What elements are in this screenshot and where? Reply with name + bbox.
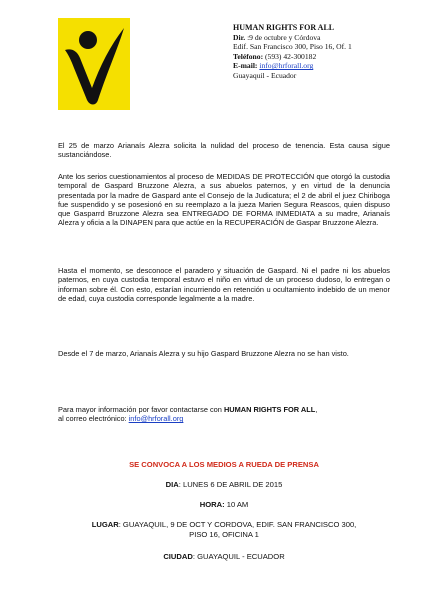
org-email-line [233, 61, 352, 71]
contact-email-link[interactable]: info@hrforall.org [128, 414, 184, 424]
press-call-heading: SE CONVOCA A LOS MEDIOS A RUEDA DE PRENSA [129, 460, 319, 469]
org-phone-line [233, 52, 352, 62]
phone-label: Teléfono: [233, 51, 264, 61]
org-email-link[interactable]: info@hrforall.org [259, 61, 314, 71]
paragraph-nulidad: El 25 de marzo Arianaís Alezra solicita la nulidad del proceso de tenencia. Esta causa sigue sustanciándose. [58, 141, 390, 160]
paragraph-medidas: Ante los serios cuestionamientos al proceso de MEDIDAS DE PROTECCIÓN que otorgó la custodia temporal de Gaspard Bruzzone Alezra, a sus abuelos paternos, y en virtud de la denuncia presentada por la madre de Gaspard ante el Consejo de la Judicatura; el 2 de abril el juez Chiriboga fue suspendido y se posesionó en su reemplazo a la jueza Marien Segura Reascos, quien dispuso que Gasparrd Bruzzone Alezra sea ENTREGADO DE FORMA INMEDIATA a su madre, Arianaís Alezra y oficia a la DINAPEN para que actúe en la RECUPERACIÓN de Gaspar Bruzzone Alezra. [58, 172, 390, 228]
lugar-label: LUGAR [91, 520, 119, 529]
org-building-line: Edif. San Francisco 300, Piso 16, Of. 1 [233, 42, 352, 52]
ciudad-label: CIUDAD [163, 552, 193, 561]
hora-label: HORA: [199, 500, 225, 509]
event-day [58, 480, 390, 490]
paragraph-contacto [58, 405, 390, 424]
contact-prefix: Para mayor información por favor contactarse con [58, 405, 224, 414]
event-city [58, 552, 390, 562]
contact-email-label: al correo electrónico: [58, 414, 129, 424]
paragraph-desde: Desde el 7 de marzo, Arianaís Alezra y su hijo Gaspard Bruzzone Alezra no se han visto. [58, 349, 349, 358]
event-place [58, 520, 390, 539]
hora-value: 10 AM [224, 500, 249, 509]
contact-org: HUMAN RIGHTS FOR ALL [223, 405, 316, 414]
hrfa-logo [58, 18, 130, 110]
logo-dot [79, 31, 97, 49]
org-city-line: Guayaquil - Ecuador [233, 70, 297, 80]
dia-label: DIA [165, 480, 179, 489]
dir-label: Dir. [233, 32, 246, 42]
lugar-value-2: PISO 16, OFICINA 1 [189, 529, 259, 539]
dia-value: : LUNES 6 DE ABRIL DE 2015 [178, 480, 283, 489]
paragraph-paradero: Hasta el momento, se desconoce el paradero y situación de Gaspard. Ni el padre ni los abuelos paternos, en cuya custodia temporal estuvo el niño en virtud de un proceso dudoso, lo entregan o informan sobre él. Con esto, estarían incurriendo en retención u ocultamiento indebido de un menor de edad, cuya custodia corresponde legalmente a la madre. [58, 266, 390, 303]
dir-value: :9 de octubre y Córdova [245, 32, 321, 42]
org-contact-block [233, 23, 352, 81]
lugar-value-1: : GUAYAQUIL, 9 DE OCT Y CORDOVA, EDIF. SAN FRANCISCO 300, [118, 520, 357, 529]
org-address-line [233, 33, 352, 43]
phone-value: (593) 42-300182 [263, 51, 317, 61]
org-name: HUMAN RIGHTS FOR ALL [233, 23, 335, 32]
email-label: E-mail: [233, 61, 258, 71]
event-time [58, 500, 390, 510]
ciudad-value: : GUAYAQUIL - ECUADOR [192, 552, 285, 561]
contact-comma: , [315, 405, 318, 414]
